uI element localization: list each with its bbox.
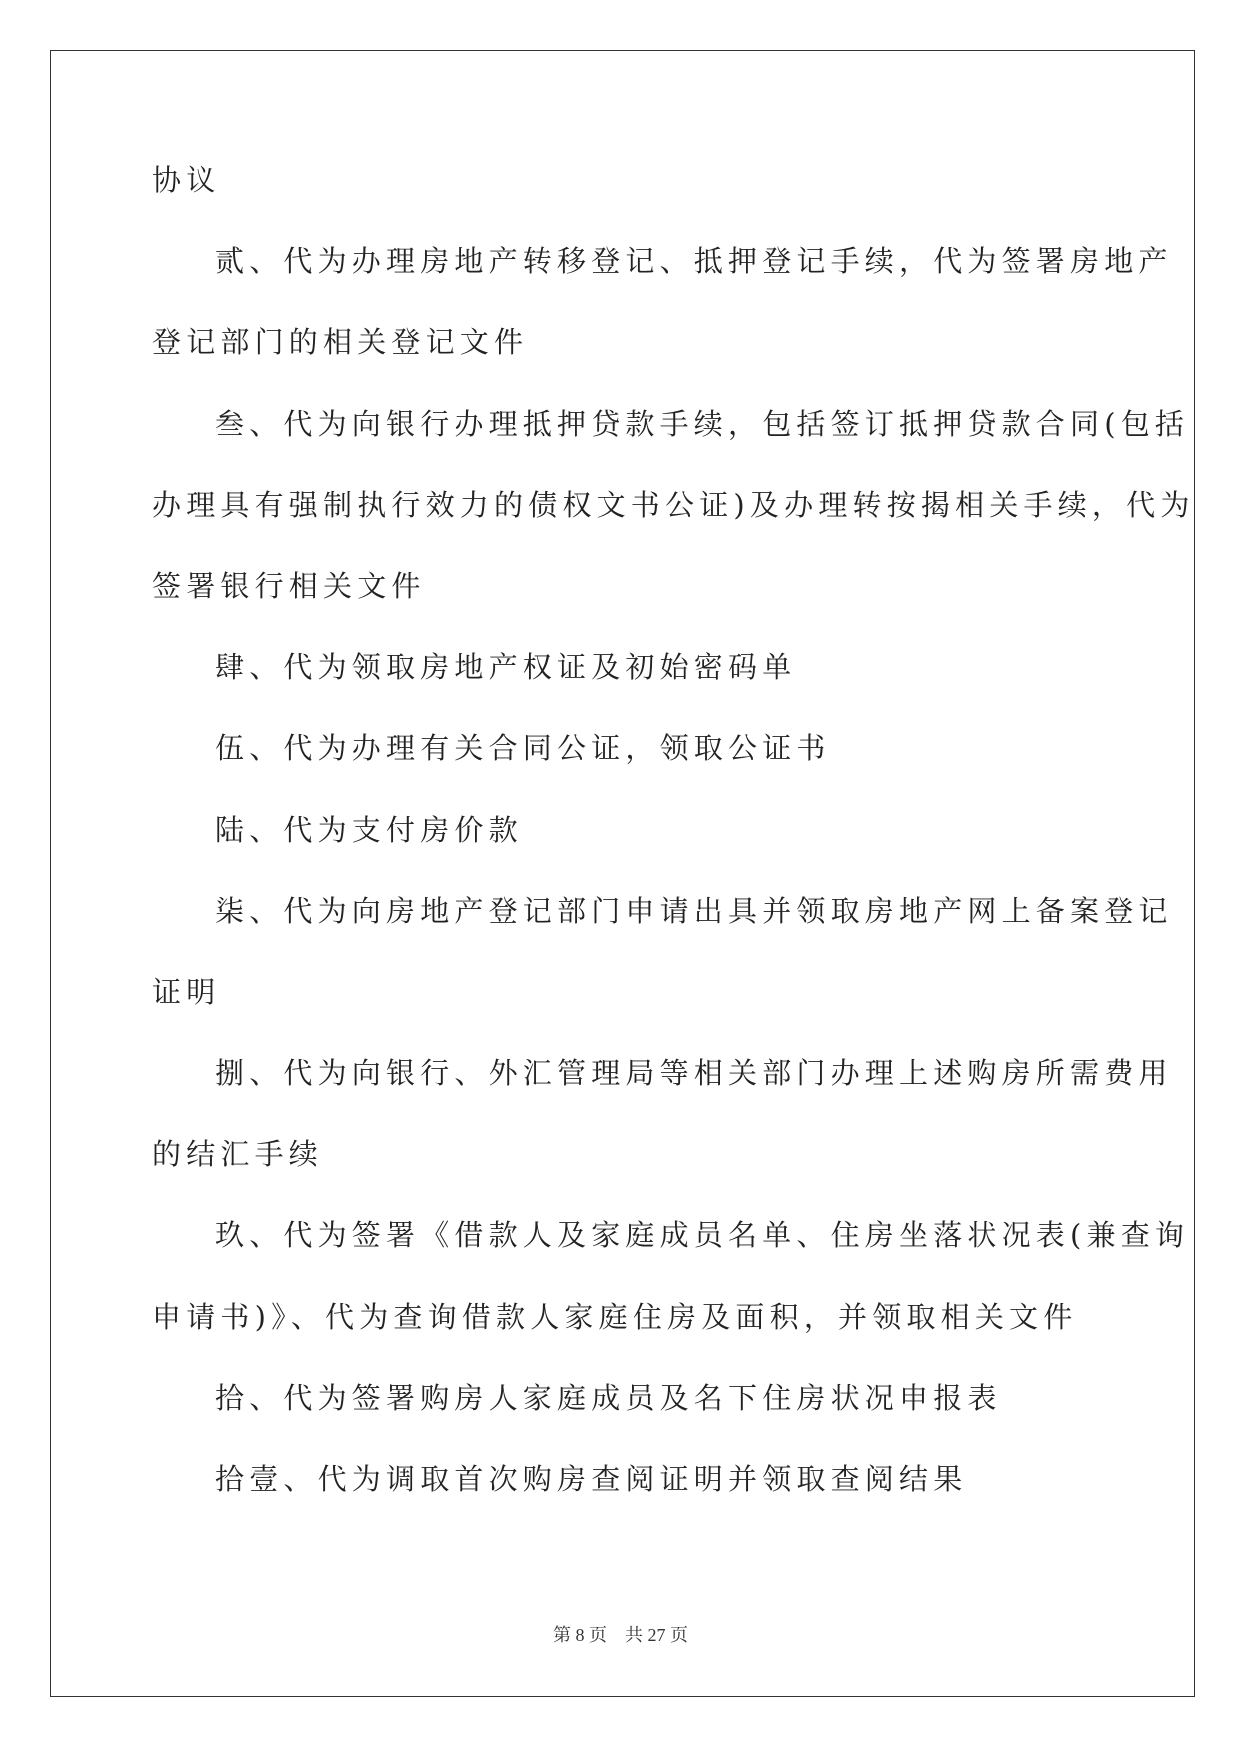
page-footer: [0, 1621, 1241, 1647]
text-line-10: 柒、代为向房地产登记部门申请出具并领取房地产网上备案登记: [215, 893, 1173, 928]
text-line-13: 的结汇手续: [152, 1137, 324, 1172]
text-line-7: 肆、代为领取房地产权证及初始密码单: [215, 650, 797, 685]
text-line-16: 拾、代为签署购房人家庭成员及名下住房状况申报表: [215, 1380, 1002, 1415]
text-line-6: 签署银行相关文件: [152, 568, 426, 603]
text-line-15: 申请书)》、代为查询借款人家庭住房及面积，并领取相关文件: [152, 1299, 1078, 1334]
text-line-4: 叁、代为向银行办理抵押贷款手续，包括签订抵押贷款合同(包括: [215, 406, 1190, 441]
text-line-5: 办理具有强制执行效力的债权文书公证)及办理转按揭相关手续，代为: [152, 487, 1195, 522]
text-line-14: 玖、代为签署《借款人及家庭成员名单、住房坐落状况表(兼查询: [215, 1218, 1190, 1253]
text-line-17: 拾壹、代为调取首次购房查阅证明并领取查阅结果: [215, 1462, 968, 1496]
text-line-2: 贰、代为办理房地产转移登记、抵押登记手续，代为签署房地产: [215, 244, 1173, 279]
text-line-9: 陆、代为支付房价款: [215, 812, 523, 847]
page-number-label: 第 8 页 共 27 页: [553, 1625, 688, 1645]
document-body: [152, 160, 1195, 1540]
text-line-3: 登记部门的相关登记文件: [152, 325, 529, 360]
text-line-12: 捌、代为向银行、外汇管理局等相关部门办理上述购房所需费用: [215, 1056, 1173, 1091]
text-line-1: 协议: [152, 163, 221, 197]
text-line-11: 证明: [152, 974, 221, 1009]
text-line-8: 伍、代为办理有关合同公证，领取公证书: [215, 731, 831, 766]
